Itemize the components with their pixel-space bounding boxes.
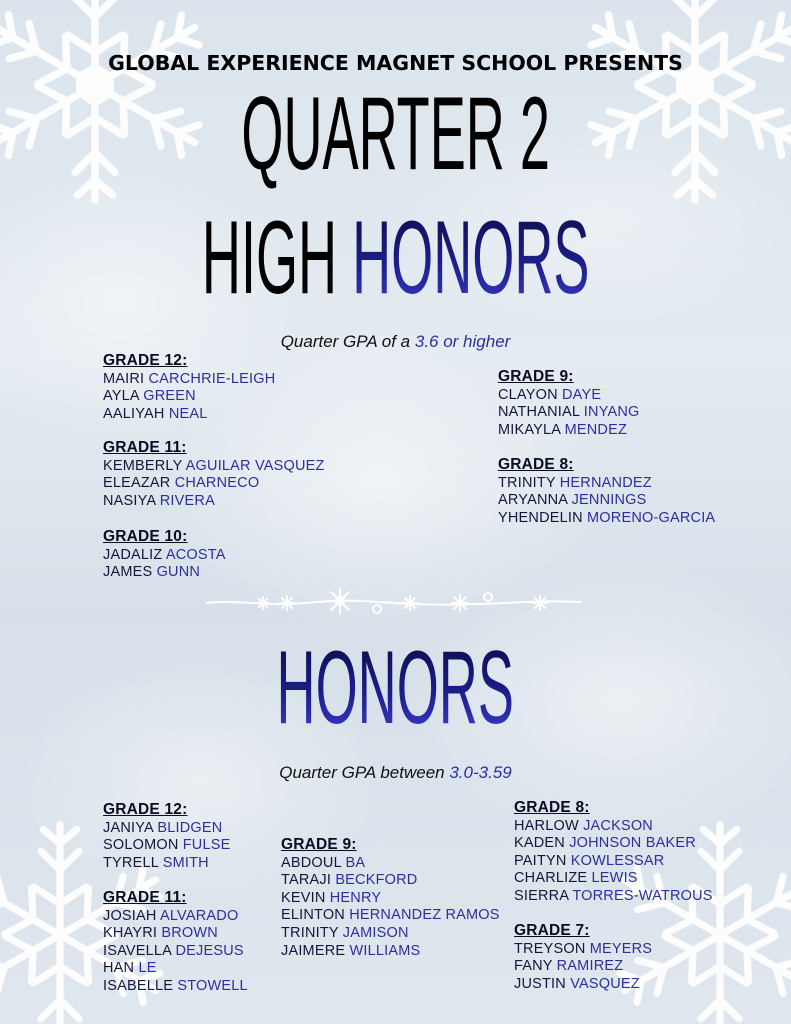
- student-name: JAIMERE WILLIAMS: [281, 942, 421, 959]
- honors-word: HONORS: [351, 200, 590, 316]
- grade-heading: GRADE 11:: [103, 889, 187, 906]
- honors-title: [0, 630, 791, 746]
- student-name: AYLA GREEN: [103, 388, 196, 405]
- student-name: YHENDELIN MORENO-GARCIA: [498, 509, 716, 526]
- grade-heading: GRADE 8:: [498, 456, 574, 473]
- high-honors-title: [0, 200, 791, 316]
- h-grade12-section: [103, 801, 231, 872]
- grade-heading: GRADE 12:: [103, 352, 188, 369]
- student-name: FANY RAMIREZ: [514, 958, 624, 975]
- student-name: AALIYAH NEAL: [103, 405, 208, 422]
- hh-grade9-section: [498, 368, 640, 439]
- grade-heading: GRADE 9:: [281, 836, 357, 853]
- hh-grade8-section: [498, 456, 715, 527]
- student-name: ABDOUL BA: [281, 854, 366, 871]
- student-name: HARLOW JACKSON: [514, 817, 653, 834]
- h-grade8-section: [514, 799, 713, 906]
- snowflake-garland-divider: [205, 585, 585, 626]
- student-name: KEMBERLY AGUILAR VASQUEZ: [103, 457, 325, 474]
- student-name: TRINITY JAMISON: [281, 924, 409, 941]
- school-presents-heading: GLOBAL EXPERIENCE MAGNET SCHOOL PRESENTS: [108, 51, 683, 75]
- grade-heading: GRADE 11:: [103, 439, 187, 456]
- student-name: ARYANNA JENNINGS: [498, 492, 647, 509]
- student-name: CLAYON DAYE: [498, 386, 602, 403]
- grade-heading: GRADE 12:: [103, 801, 188, 818]
- quarter-title: [0, 76, 791, 192]
- student-name: ISAVELLA DEJESUS: [103, 942, 244, 959]
- student-name: JUSTIN VASQUEZ: [514, 975, 640, 992]
- student-name: SOLOMON FULSE: [103, 837, 231, 854]
- student-name: JADALIZ ACOSTA: [103, 546, 226, 563]
- student-name: ISABELLE STOWELL: [103, 977, 248, 994]
- student-name: TYRELL SMITH: [103, 854, 209, 871]
- h-grade11-section: [103, 889, 248, 996]
- grade-heading: GRADE 8:: [514, 799, 590, 816]
- hh-grade10-section: [103, 528, 226, 582]
- high-honors-gpa-subtitle: Quarter GPA of a 3.6 or higher: [280, 332, 511, 351]
- grade-heading: GRADE 10:: [103, 528, 188, 545]
- student-name: HAN LE: [103, 960, 157, 977]
- high-word: HIGH: [201, 200, 352, 316]
- honors-gpa-subtitle: Quarter GPA between 3.0-3.59: [279, 763, 512, 782]
- student-name: NATHANIAL INYANG: [498, 404, 640, 421]
- student-name: KADEN JOHNSON BAKER: [514, 835, 696, 852]
- student-name: MIKAYLA MENDEZ: [498, 421, 628, 438]
- hh-grade11-section: [103, 439, 325, 510]
- grade-heading: GRADE 7:: [514, 922, 590, 939]
- student-name: MAIRI CARCHRIE-LEIGH: [103, 370, 276, 387]
- student-name: TRINITY HERNANDEZ: [498, 474, 652, 491]
- student-name: JOSIAH ALVARADO: [103, 907, 239, 924]
- student-name: KHAYRI BROWN: [103, 925, 218, 942]
- student-name: ELEAZAR CHARNECO: [103, 475, 260, 492]
- student-name: TREYSON MEYERS: [514, 940, 653, 957]
- h-grade7-section: [514, 922, 652, 993]
- grade-heading: GRADE 9:: [498, 368, 574, 385]
- student-name: CHARLIZE LEWIS: [514, 870, 638, 887]
- student-name: ELINTON HERNANDEZ RAMOS: [281, 907, 500, 924]
- student-name: JANIYA BLIDGEN: [103, 819, 223, 836]
- quarter-title-text: QUARTER 2: [241, 76, 550, 192]
- student-name: SIERRA TORRES-WATROUS: [514, 887, 713, 904]
- student-name: TARAJI BECKFORD: [281, 872, 418, 889]
- student-name: NASIYA RIVERA: [103, 492, 215, 509]
- honors-title-text: HONORS: [276, 630, 515, 746]
- student-name: JAMES GUNN: [103, 564, 201, 581]
- student-name: PAITYN KOWLESSAR: [514, 852, 665, 869]
- hh-grade12-section: [103, 352, 275, 423]
- student-name: KEVIN HENRY: [281, 889, 382, 906]
- h-grade9-section: [281, 836, 500, 960]
